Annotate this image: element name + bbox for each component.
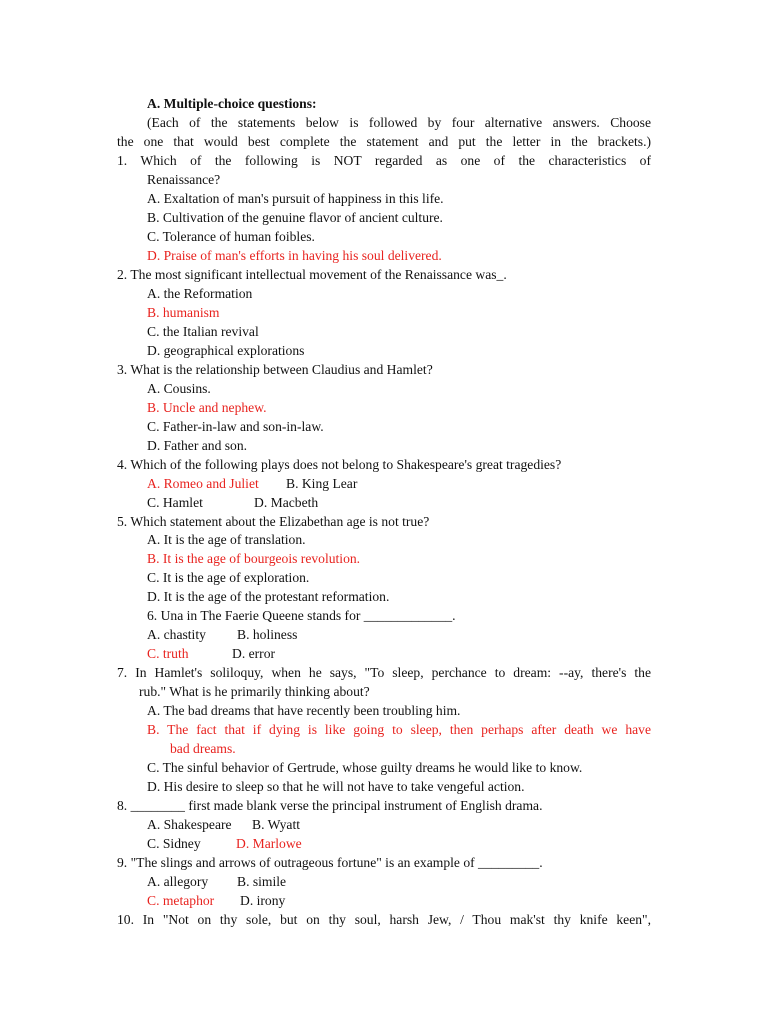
question-6-option-c-answer: C. truth <box>147 646 189 661</box>
question-5-option-c: C. It is the age of exploration. <box>147 570 310 585</box>
question-6-option-a: A. chastity <box>147 627 206 642</box>
question-7-option-b-answer-line-1: B. The fact that if dying is like going to sleep, then perhaps after death we have <box>147 722 651 737</box>
instructions-line-1: (Each of the statements below is followed by four alternative answers. Choose <box>147 115 651 130</box>
question-8-option-a: A. Shakespeare <box>147 817 232 832</box>
question-5-option-d: D. It is the age of the protestant reformation. <box>147 589 390 604</box>
question-4-stem: 4. Which of the following plays does not belong to Shakespeare's great tragedies? <box>117 457 562 472</box>
question-8-option-b: B. Wyatt <box>252 817 301 832</box>
question-9-stem: 9. "The slings and arrows of outrageous fortune" is an example of _________. <box>117 855 543 870</box>
question-9-option-c-answer: C. metaphor <box>147 893 215 908</box>
question-9-option-a: A. allegory <box>147 874 209 889</box>
question-1-stem-line-2: Renaissance? <box>147 172 221 187</box>
question-7-option-c: C. The sinful behavior of Gertrude, whose guilty dreams he would like to know. <box>147 760 583 775</box>
question-3-option-c: C. Father-in-law and son-in-law. <box>147 419 324 434</box>
question-9-option-b: B. simile <box>237 874 287 889</box>
question-1-stem-line-1: 1. Which of the following is NOT regarded as one of the characteristics of <box>117 153 651 168</box>
question-2-stem: 2. The most significant intellectual movement of the Renaissance was_. <box>117 267 507 282</box>
question-8-option-d-answer: D. Marlowe <box>236 836 302 851</box>
question-4-option-a-answer: A. Romeo and Juliet <box>147 476 259 491</box>
question-3-option-a: A. Cousins. <box>147 381 211 396</box>
question-2-option-b-answer: B. humanism <box>147 305 220 320</box>
question-5-option-b-answer: B. It is the age of bourgeois revolution. <box>147 551 361 566</box>
question-7-option-a: A. The bad dreams that have recently been troubling him. <box>147 703 461 718</box>
question-3-stem: 3. What is the relationship between Claudius and Hamlet? <box>117 362 433 377</box>
question-7-option-d: D. His desire to sleep so that he will not have to take vengeful action. <box>147 779 525 794</box>
question-3-option-b-answer: B. Uncle and nephew. <box>147 400 267 415</box>
question-4-option-b: B. King Lear <box>286 476 358 491</box>
question-6-stem: 6. Una in The Faerie Queene stands for _____________. <box>147 608 456 623</box>
section-heading: A. Multiple-choice questions: <box>147 96 317 111</box>
question-2-option-d: D. geographical explorations <box>147 343 305 358</box>
question-8-option-c: C. Sidney <box>147 836 201 851</box>
question-1-option-c: C. Tolerance of human foibles. <box>147 229 315 244</box>
question-10-stem: 10. In "Not on thy sole, but on thy soul, harsh Jew, / Thou mak'st thy knife keen", <box>117 912 651 927</box>
question-7-option-b-answer-line-2: bad dreams. <box>170 741 236 756</box>
question-7-stem-line-2: rub." What is he primarily thinking about? <box>139 684 370 699</box>
question-5-option-a: A. It is the age of translation. <box>147 532 306 547</box>
question-9-option-d: D. irony <box>240 893 286 908</box>
question-4-option-d: D. Macbeth <box>254 495 319 510</box>
question-7-stem-line-1: 7. In Hamlet's soliloquy, when he says, "To sleep, perchance to dream: --ay, there's the <box>117 665 651 680</box>
instructions-line-2: the one that would best complete the statement and put the letter in the brackets.) <box>117 134 651 149</box>
question-2-option-a: A. the Reformation <box>147 286 253 301</box>
question-6-option-b: B. holiness <box>237 627 298 642</box>
question-6-option-d: D. error <box>232 646 276 661</box>
question-8-stem: 8. ________ first made blank verse the principal instrument of English drama. <box>117 798 543 813</box>
question-1-option-b: B. Cultivation of the genuine flavor of ancient culture. <box>147 210 443 225</box>
question-1-option-a: A. Exaltation of man's pursuit of happiness in this life. <box>147 191 444 206</box>
question-2-option-c: C. the Italian revival <box>147 324 259 339</box>
question-5-stem: 5. Which statement about the Elizabethan age is not true? <box>117 514 430 529</box>
question-3-option-d: D. Father and son. <box>147 438 248 453</box>
question-1-option-d-answer: D. Praise of man's efforts in having his soul delivered. <box>147 248 442 263</box>
question-4-option-c: C. Hamlet <box>147 495 203 510</box>
